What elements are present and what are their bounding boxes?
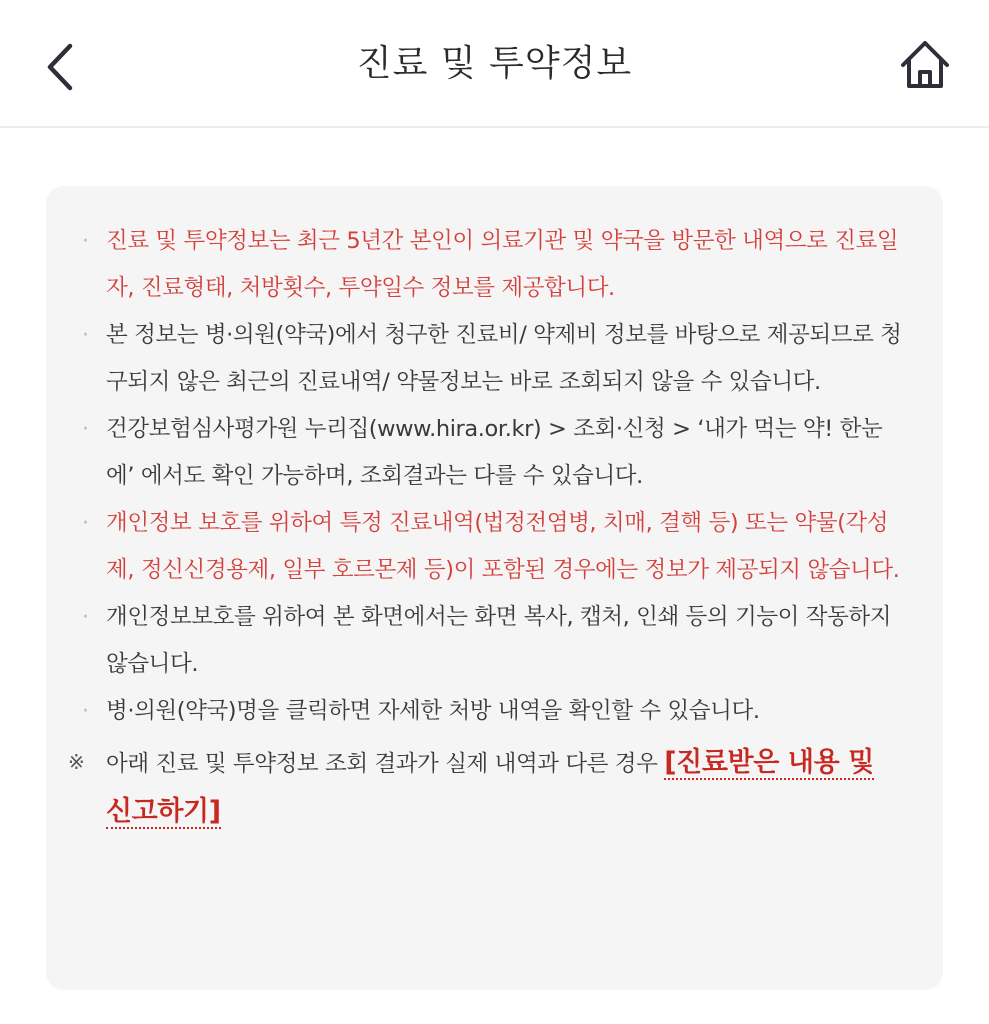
notice-list bbox=[82, 218, 905, 735]
bullet-icon: · bbox=[82, 511, 89, 536]
home-icon bbox=[893, 34, 957, 98]
report-link[interactable]: [진료받은 내용 및 신고하기] bbox=[106, 747, 874, 827]
notice-text: 개인정보보호를 위하여 본 화면에서는 화면 복사, 캡처, 인쇄 등의 기능이 작동하지 않습니다. bbox=[106, 604, 892, 677]
notice-text: 진료 및 투약정보는 최근 5년간 본인이 의료기관 및 약국을 방문한 내역으로 진료일자, 진료형태, 처방횟수, 투약일수 정보를 제공합니다. bbox=[106, 228, 899, 301]
notice-item-3 bbox=[82, 406, 905, 500]
reference-text: 아래 진료 및 투약정보 조회 결과가 실제 내역과 다른 경우 bbox=[106, 751, 665, 777]
back-button[interactable] bbox=[36, 34, 92, 98]
notice-item-6 bbox=[82, 688, 905, 735]
bullet-icon: · bbox=[82, 323, 89, 348]
notice-text: 개인정보 보호를 위하여 특정 진료내역(법정전염병, 치매, 결핵 등) 또는 약물(각성제, 정신신경용제, 일부 호르몬제 등)이 포함된 경우에는 정보가 제공되지 않습니다. bbox=[106, 510, 900, 583]
notice-item-5 bbox=[82, 594, 905, 688]
bullet-icon: · bbox=[82, 417, 89, 442]
notice-item-1 bbox=[82, 218, 905, 312]
bullet-icon: · bbox=[82, 229, 89, 254]
notice-text: 건강보험심사평가원 누리집(www.hira.or.kr) > 조회·신청 > ‘내가 먹는 약! 한눈에’ 에서도 확인 가능하며, 조회결과는 다를 수 있습니다. bbox=[106, 416, 883, 489]
bullet-icon: · bbox=[82, 605, 89, 630]
notice-text: 본 정보는 병·의원(약국)에서 청구한 진료비/ 약제비 정보를 바탕으로 제공되므로 청구되지 않은 최근의 진료내역/ 약물정보는 바로 조회되지 않을 수 있습니다. bbox=[106, 322, 902, 395]
notice-item-2 bbox=[82, 312, 905, 406]
top-app-bar bbox=[0, 0, 989, 128]
notice-box bbox=[46, 186, 943, 990]
notice-item-4 bbox=[82, 500, 905, 594]
home-button[interactable] bbox=[893, 34, 957, 98]
page-title: 진료 및 투약정보 bbox=[356, 43, 633, 84]
chevron-left-icon bbox=[36, 34, 92, 98]
bullet-icon: · bbox=[82, 699, 89, 724]
reference-mark-icon: ※ bbox=[68, 750, 85, 774]
notice-text: 병·의원(약국)명을 클릭하면 자세한 처방 내역을 확인할 수 있습니다. bbox=[106, 698, 760, 724]
reference-note bbox=[68, 739, 905, 837]
